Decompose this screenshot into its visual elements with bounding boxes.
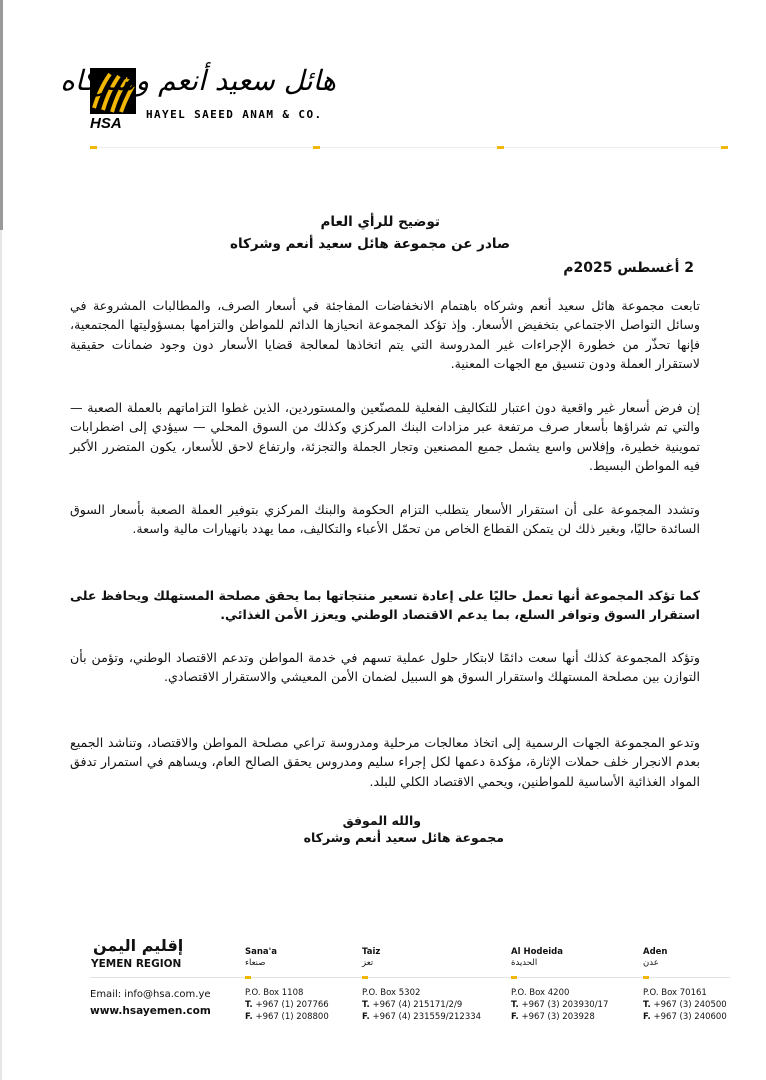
city-taiz: [362, 947, 380, 969]
paragraph-5: وتؤكد المجموعة كذلك أنها سعت دائمًا لابتكار حلول عملية تسهم في خدمة المواطن وتدعم الاقتصاد الوطني، وتؤمن بأن التوازن بين مصلحة المستهلك واستقرار السوق هو السبيل لضمان الأمن المعيشي والاستقرار الاقتصادي.: [70, 650, 700, 685]
header-divider: [90, 147, 728, 148]
logo-arabic-text: هائل سعيد أنعم وشركاه: [60, 64, 336, 97]
footer-accent-mark: [362, 976, 368, 979]
paragraph-4-emphasis: كما تؤكد المجموعة أنها تعمل حاليًا على إعادة تسعير منتجاتها بما يحقق مصلحة المستهلك ويحافظ على استقرار السوق وتوافر السلع، بما يدعم الاقتصاد الوطني ويعزز الأمن الغذائي.: [70, 588, 700, 623]
city-name-ar: عدن: [643, 958, 659, 968]
contact-website[interactable]: www.hsayemen.com: [90, 1005, 211, 1017]
fax-line: F. +967 (3) 240600: [643, 1012, 727, 1022]
header-accent-mark: [721, 146, 728, 149]
signature-group: مجموعة هائل سعيد أنعم وشركاه: [303, 830, 504, 845]
city-hodeida: [511, 947, 563, 969]
po-box: P.O. Box 4200: [511, 988, 570, 998]
city-name-en: Aden: [643, 947, 668, 957]
office-hodeida: [511, 987, 608, 1023]
header-accent-mark: [313, 146, 320, 149]
footer-divider: [90, 977, 730, 978]
footer-accent-mark: [643, 976, 649, 979]
header-accent-mark: [90, 146, 97, 149]
phone-number: +967 (4) 215171/2/9: [372, 1000, 463, 1010]
fax-number: +967 (3) 240600: [653, 1012, 727, 1022]
city-name-ar: الحديدة: [511, 958, 538, 968]
scan-edge: [0, 0, 3, 230]
phone-number: +967 (3) 240500: [653, 1000, 727, 1010]
po-box: P.O. Box 1108: [245, 988, 304, 998]
po-box: P.O. Box 5302: [362, 988, 421, 998]
logo-english-text: HAYEL SAEED ANAM & CO.: [146, 108, 323, 121]
paragraph-1: تابعت مجموعة هائل سعيد أنعم وشركاه باهتمام الانخفاضات المفاجئة في أسعار الصرف، والمطالبات المشروعة في وسائل التواصل الاجتماعي بتخفيض الأسعار. وإذ تؤكد المجموعة انحيازها الدائم للمواطن والتزامها بمسؤوليتها المجتمعية، فإنها تحذّر من خطورة الإجراءات غير المدروسة التي يتم اتخاذها لمعالجة قضايا الأسعار دون وجود ضمانات حقيقية لاستقرار العملة ودون تنسيق مع الجهات المعنية.: [70, 298, 700, 372]
city-sanaa: [245, 947, 277, 969]
region-arabic: إقليم اليمن: [93, 936, 184, 955]
city-name-en: Taiz: [362, 947, 381, 957]
footer-accent-mark: [245, 976, 251, 979]
city-name-ar: صنعاء: [245, 958, 266, 968]
phone-line: T. +967 (4) 215171/2/9: [362, 1000, 463, 1010]
region-english: YEMEN REGION: [91, 958, 182, 970]
phone-number: +967 (1) 207766: [255, 1000, 329, 1010]
footer-accent-mark: [511, 976, 517, 979]
fax-number: +967 (1) 208800: [255, 1012, 329, 1022]
paragraph-3: وتشدد المجموعة على أن استقرار الأسعار يتطلب التزام الحكومة والبنك المركزي بتوفير العملة الصعبة بأسعار السوق السائدة حاليًا، وبغير ذلك لن يتمكن القطاع الخاص من تحمّل الأعباء والتكاليف، مما يهدد بانهيارات مالية واسعة.: [70, 502, 700, 537]
statement-date: 2 أغسطس 2025م: [563, 260, 694, 276]
paragraph-6: وتدعو المجموعة الجهات الرسمية إلى اتخاذ معالجات مرحلية ومدروسة تراعي مصلحة المواطن والاقتصاد، وتناشد الجميع بعدم الانجرار خلف حملات الإثارة، مؤكدة دعمها لكل إجراء سليم ومدروس يحقق الصالح العام، ويساهم في استمرار تدفق المواد الغذائية الأساسية للمواطنين، ويحمي الاقتصاد الكلي للبلد.: [70, 735, 700, 789]
city-name-en: Al Hodeida: [511, 947, 563, 957]
fax-line: F. +967 (1) 208800: [245, 1012, 329, 1022]
logo-mark-text: HSA: [90, 115, 122, 130]
po-box: P.O. Box 70161: [643, 988, 707, 998]
city-aden: [643, 947, 667, 969]
header-accent-mark: [497, 146, 504, 149]
phone-line: T. +967 (3) 240500: [643, 1000, 727, 1010]
fax-line: F. +967 (3) 203928: [511, 1012, 595, 1022]
phone-line: T. +967 (3) 203930/17: [511, 1000, 609, 1010]
scan-edge-light: [0, 230, 2, 1080]
contact-email[interactable]: Email: info@hsa.com.ye: [90, 989, 211, 1000]
city-name-ar: تعز: [362, 958, 374, 968]
phone-line: T. +967 (1) 207766: [245, 1000, 329, 1010]
office-taiz: [362, 987, 481, 1023]
statement-subtitle: صادر عن مجموعة هائل سعيد أنعم وشركاه: [229, 236, 510, 252]
city-name-en: Sana'a: [245, 947, 277, 957]
paragraph-2: إن فرض أسعار غير واقعية دون اعتبار للتكاليف الفعلية للمصنّعين والمستوردين، الذين غطوا التزاماتهم بالعملة الصعبة — والتي تم شراؤها بأسعار صرف مرتفعة عبر مزادات البنك المركزي وكذلك من السوق المحلي — سيؤدي إلى اضطرابات تموينية خطيرة، وإفلاس واسع يشمل جميع المصنعين وتجار الجملة والتجزئة، وارتفاع لاحق للأسعار، يكون المتضرر الأكبر فيه المواطن البسيط.: [70, 400, 700, 474]
closing-phrase: والله الموفق: [342, 813, 421, 828]
fax-line: F. +967 (4) 231559/212334: [362, 1012, 482, 1022]
fax-number: +967 (3) 203928: [521, 1012, 595, 1022]
statement-title: توضيح للرأي العام: [320, 214, 440, 230]
office-aden: [643, 987, 727, 1023]
office-sanaa: [245, 987, 329, 1023]
fax-number: +967 (4) 231559/212334: [372, 1012, 482, 1022]
phone-number: +967 (3) 203930/17: [521, 1000, 609, 1010]
